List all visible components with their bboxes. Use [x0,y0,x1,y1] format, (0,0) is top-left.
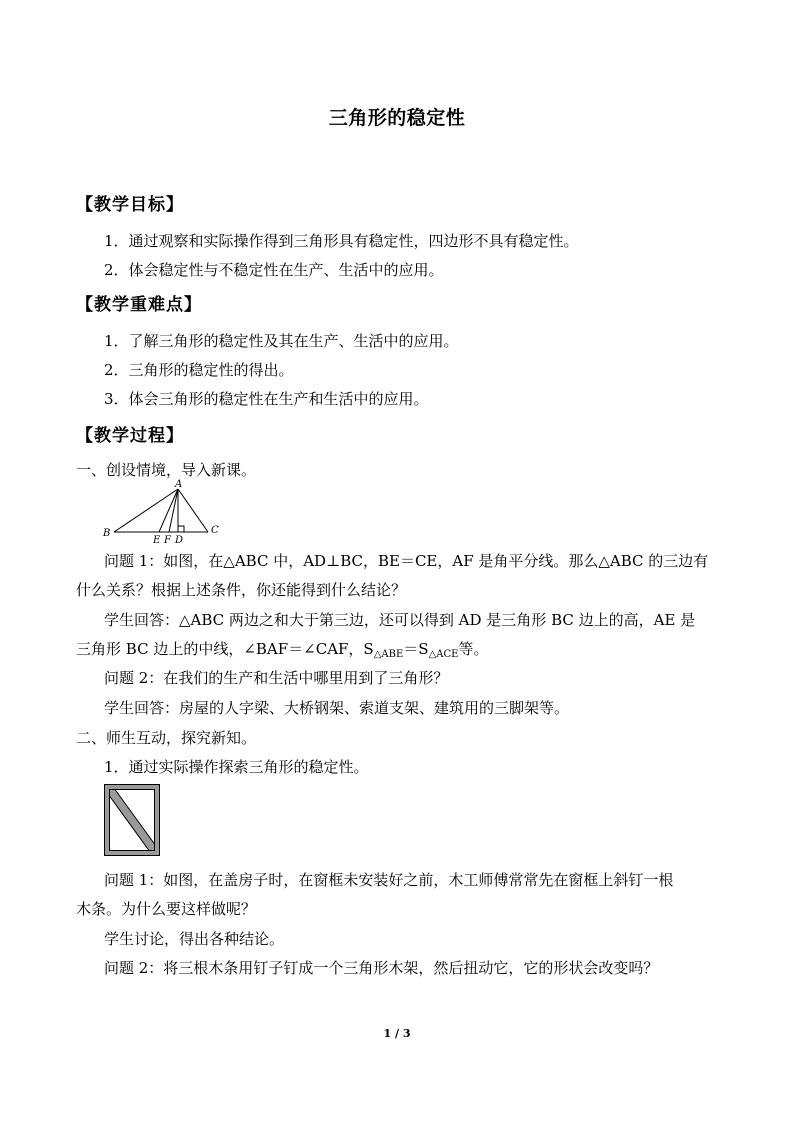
label-b: B [103,528,111,539]
part1-question-1-line-1: 问题 1：如图，在△ABC 中，AD⊥BC，BE＝CE，AF 是角平分线。那么△ABC 的三边有 [104,552,709,570]
part1-answer-1-line-2 [76,639,488,662]
window-frame-figure [104,784,160,856]
key-point-item-2: 2．三角形的稳定性的得出。 [104,361,294,379]
answer-1-text-b: ＝S [403,640,429,658]
page-title: 三角形的稳定性 [328,107,466,129]
part2-question-2: 问题 2：将三根木条用钉子钉成一个三角形木架，然后扭动它，它的形状会改变吗？ [104,959,659,977]
part1-heading: 一、创设情境，导入新课。 [76,461,257,479]
label-e: E [153,535,161,545]
part1-question-2: 问题 2：在我们的生产和生活中哪里用到了三角形？ [104,669,449,687]
label-d: D [175,535,184,545]
triangle-figure [98,477,228,545]
answer-1-text-a: 三角形 BC 边上的中线，∠BAF＝∠CAF，S [76,640,374,658]
key-point-item-1: 1．了解三角形的稳定性及其在生产、生活中的应用。 [104,332,459,350]
answer-1-text-c: 等。 [458,640,489,658]
section-heading-key-points: 【教学重难点】 [76,295,202,315]
section-heading-process: 【教学过程】 [76,426,184,446]
page-number: 1 / 3 [383,1027,411,1040]
part1-answer-1-line-1: 学生回答：△ABC 两边之和大于第三边，还可以得到 AD 是三角形 BC 边上的高，AE 是 [104,611,696,629]
goal-item-2: 2．体会稳定性与不稳定性在生产、生活中的应用。 [104,261,444,279]
label-c: C [211,525,219,536]
label-f: F [164,535,171,545]
key-point-item-3: 3．体会三角形的稳定性在生产和生活中的应用。 [104,390,429,408]
subscript-ace: △ACE [428,649,459,660]
part2-item-1: 1．通过实际操作探索三角形的稳定性。 [104,758,369,776]
part2-question-1-line-2: 木条。为什么要这样做呢？ [76,900,257,918]
part2-discussion: 学生讨论，得出各种结论。 [104,930,285,948]
goal-item-1: 1．通过观察和实际操作得到三角形具有稳定性，四边形不具有稳定性。 [104,232,579,250]
part2-heading: 二、师生互动，探究新知。 [76,729,257,747]
subscript-abe: △ABE [373,649,404,660]
section-heading-goals: 【教学目标】 [76,195,184,215]
part1-answer-2: 学生回答：房屋的人字梁、大桥钢架、索道支架、建筑用的三脚架等。 [104,699,570,717]
part2-question-1-line-1: 问题 1：如图，在盖房子时，在窗框未安装好之前，木工师傅常常先在窗框上斜钉一根 [104,871,674,889]
label-a: A [175,479,183,490]
part1-question-1-line-2: 什么关系？根据上述条件，你还能得到什么结论？ [76,581,407,599]
